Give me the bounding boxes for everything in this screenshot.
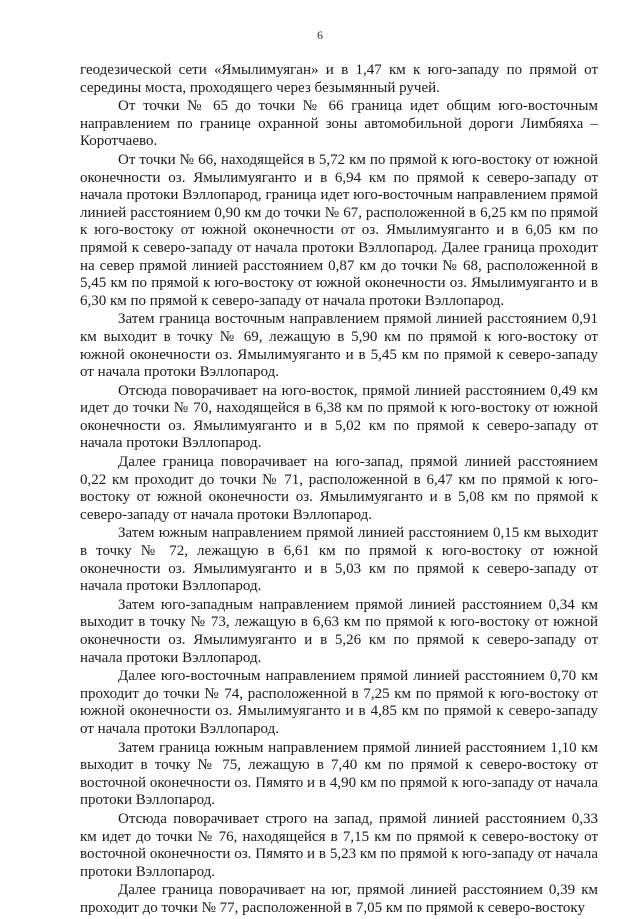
paragraph: Отсюда поворачивает строго на запад, прямой линией расстоянием 0,33 км идет до точки № 76, находящейся в 7,15 км по прямой к северо-востоку от восточной оконечности оз. Пямято и в 5,23 км по прямой к юго-западу от начала протоки Вэллопарод.	[80, 810, 598, 880]
paragraph: Далее граница поворачивает на юго-запад, прямой линией расстоянием 0,22 км проходит до точки № 71, расположенной в 6,47 км по прямой к юго-востоку от южной оконечности оз. Ямылимуяганто и в 5,08 км по прямой к северо-западу от начала протоки Вэллопарод.	[80, 454, 598, 523]
paragraph: Затем юго-западным направлением прямой линией расстоянием 0,34 км выходит в точку № 73, лежащую в 6,63 км по прямой к юго-востоку от южной оконечности оз. Ямылимуяганто и в 5,26 км по прямой к северо-западу от начала протоки Вэллопарод.	[80, 596, 598, 666]
paragraph: геодезической сети «Ямылимуяган» и в 1,47 км к юго-западу по прямой от середины моста, проходящего через безымянный ручей.	[80, 62, 598, 96]
paragraph: От точки № 65 до точки № 66 граница идет общим юго-восточным направлением по границе охранной зоны автомобильной дороги Лимбяяха – Коротчаево.	[80, 98, 598, 150]
paragraph: Затем южным направлением прямой линией расстоянием 0,15 км выходит в точку № 72, лежащую в 6,61 км по прямой к юго-востоку от южной оконечности оз. Ямылимуяганто и в 5,03 км по прямой к северо-западу от начала протоки Вэллопарод.	[80, 525, 598, 595]
paragraph: От точки № 66, находящейся в 5,72 км по прямой к юго-востоку от южной оконечности оз. Ямылимуяганто и в 6,94 км по прямой к северо-западу от начала протоки Вэллопарод, граница идет юго-восточным направлением прямой линией расстоянием 0,90 км до точки № 67, расположенной в 6,25 км по прямой к юго-востоку от южной оконечности от оз. Ямылимуяганто и в 6,05 км по прямой к северо-западу от начала протоки Вэллопарод. Далее граница проходит на север прямой линией расстоянием 0,87 км до точки № 68, расположенной в 5,45 км по прямой к юго-востоку от южной оконечности оз. Ямылимуяганто и в 6,30 км по прямой к северо-западу от начала протоки Вэллопарод.	[80, 151, 598, 309]
document-body	[80, 62, 598, 919]
paragraph: Затем граница восточным направлением прямой линией расстоянием 0,91 км выходит в точку № 69, лежащую в 5,90 км по прямой к юго-востоку от южной оконечности оз. Ямылимуяганто и в 5,45 км по прямой к северо-западу от начала протоки Вэллопарод.	[80, 311, 598, 381]
page-number: 6	[317, 28, 323, 42]
paragraph: Далее граница поворачивает на юг, прямой линией расстоянием 0,39 км проходит до точки № 77, расположенной в 7,05 км по прямой к северо-востоку	[80, 882, 598, 916]
paragraph: Далее юго-восточным направлением прямой линией расстоянием 0,70 км проходит до точки № 74, расположенной в 7,25 км по прямой к юго-востоку от южной оконечности оз. Ямылимуяганто и в 4,85 км по прямой к северо-западу от начала протоки Вэллопарод.	[80, 668, 598, 737]
paragraph: Отсюда поворачивает на юго-восток, прямой линией расстоянием 0,49 км идет до точки № 70, находящейся в 6,38 км по прямой к юго-востоку от южной оконечности оз. Ямылимуяганто и в 5,02 км по прямой к северо-западу от начала протоки Вэллопарод.	[80, 382, 598, 452]
paragraph: Затем граница южным направлением прямой линией расстоянием 1,10 км выходит в точку № 75, лежащую в 7,40 км по прямой к северо-востоку от восточной оконечности оз. Пямято и в 4,90 км по прямой к юго-западу от начала протоки Вэллопарод.	[80, 739, 598, 809]
